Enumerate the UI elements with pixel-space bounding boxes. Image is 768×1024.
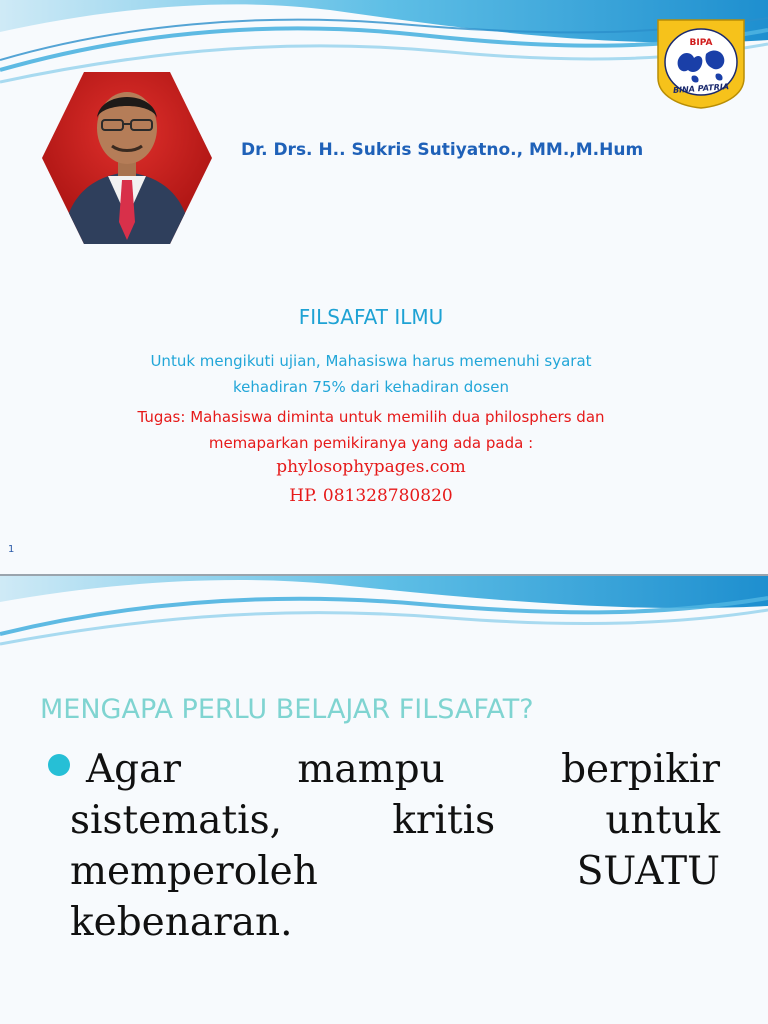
requirement-line-2: kehadiran 75% dari kehadiran dosen: [233, 378, 509, 396]
word: sistematis,: [70, 798, 283, 843]
paragraph-line: [70, 744, 720, 795]
body-paragraph: [70, 744, 720, 948]
slide-2: [0, 576, 768, 1024]
word: kebenaran.: [70, 900, 293, 945]
assignment-text: [0, 404, 742, 456]
word: kritis: [392, 798, 496, 843]
paragraph-line: [70, 846, 720, 897]
task-line-2: memaparkan pemikiranya yang ada pada :: [208, 434, 534, 452]
bipa-logo: [652, 18, 750, 110]
website-text: phylosophypages.com: [276, 457, 466, 477]
paragraph-line: [70, 795, 720, 846]
header-wave-decoration: [0, 576, 768, 666]
word: berpikir: [561, 747, 720, 792]
page-number: 1: [8, 544, 15, 555]
phone-number: HP. 081328780820: [289, 486, 453, 506]
task-line-1: Tugas: Mahasiswa diminta untuk memilih dua philosphers dan: [137, 408, 605, 426]
requirement-line-1: Untuk mengikuti ujian, Mahasiswa harus memenuhi syarat: [150, 352, 592, 370]
slide-heading: MENGAPA PERLU BELAJAR FILSAFAT?: [40, 694, 534, 725]
author-photo: [42, 72, 212, 244]
word: Agar: [86, 747, 182, 792]
paragraph-line: [70, 897, 720, 948]
logo-caption: BINA PATRIA: [672, 82, 730, 95]
bullet-icon: [48, 754, 70, 776]
word: memperoleh: [70, 849, 318, 894]
word: mampu: [297, 747, 445, 792]
word: untuk: [605, 798, 720, 843]
author-name: Dr. Drs. H.. Sukris Sutiyatno., MM.,M.Hum: [241, 140, 644, 160]
word: SUATU: [576, 849, 720, 894]
course-title: FILSAFAT ILMU: [298, 305, 444, 329]
logo-label: BIPA: [689, 38, 713, 48]
attendance-requirement: [0, 348, 742, 400]
